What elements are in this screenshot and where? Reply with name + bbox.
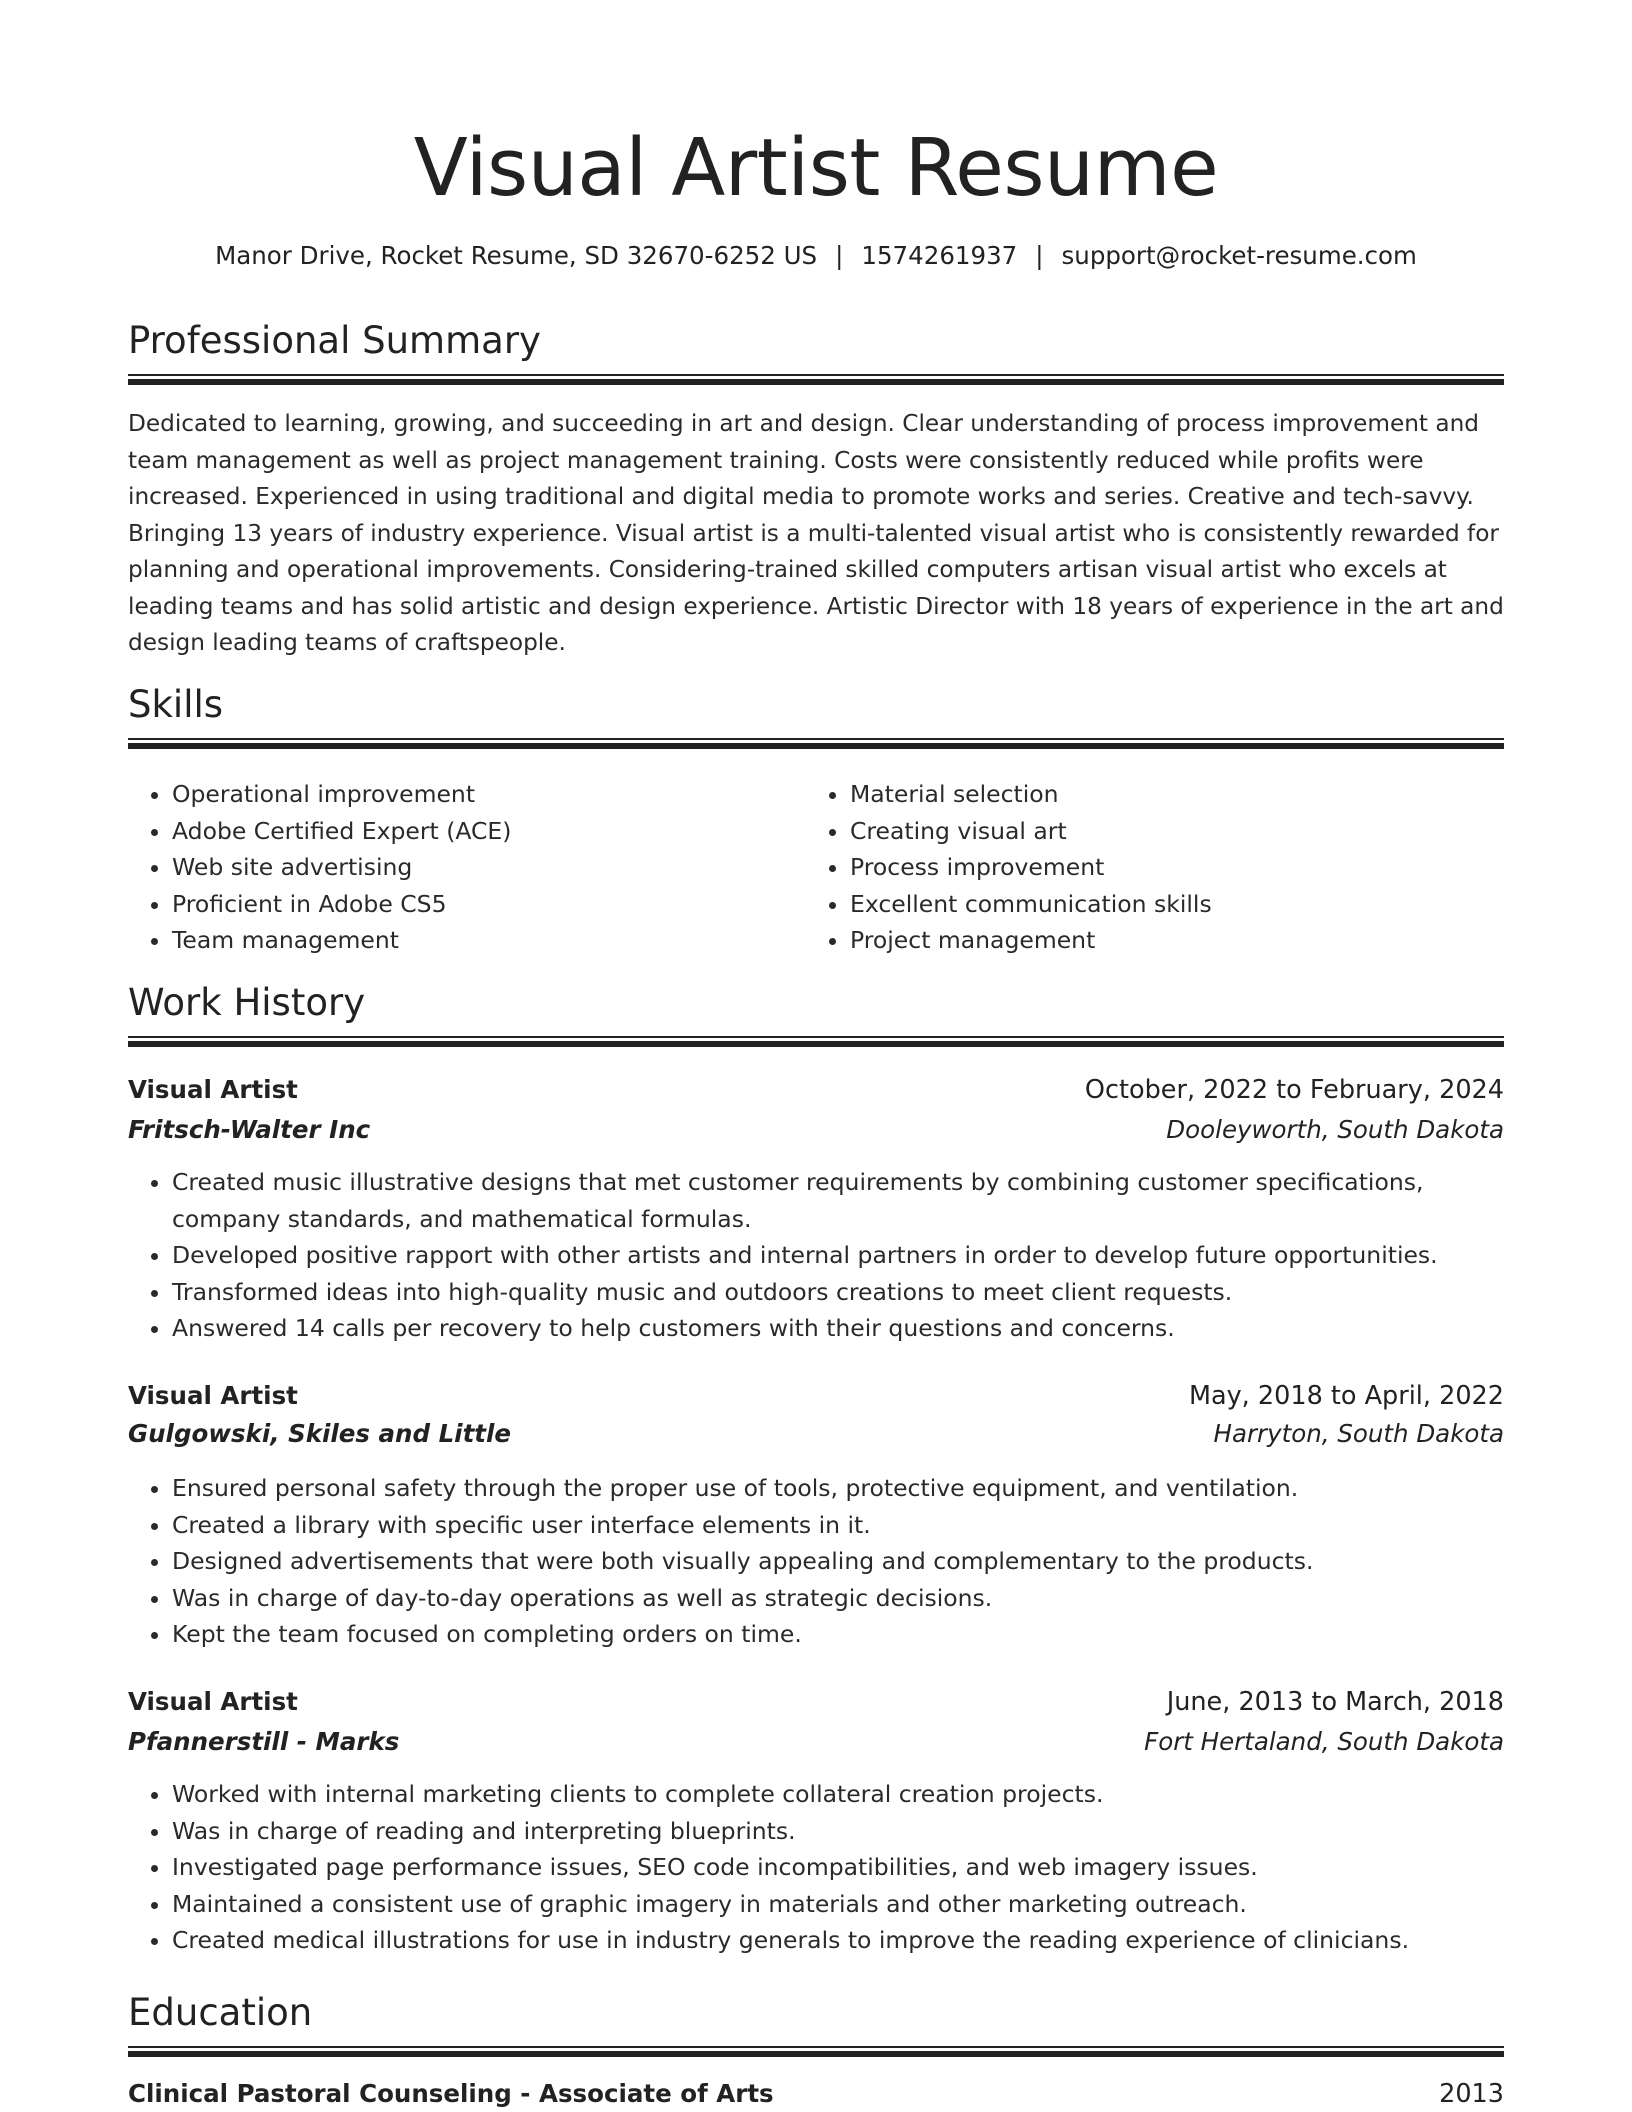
skill-item: • Proficient in Adobe CS5 bbox=[172, 886, 806, 923]
job-company: Fritsch-Walter Inc bbox=[128, 1115, 371, 1144]
job-company: Gulgowski, Skiles and Little bbox=[128, 1419, 512, 1448]
job-bullet: • Maintained a consistent use of graphic imagery in materials and other marketing outreach. bbox=[172, 1886, 1504, 1923]
skill-item: • Creating visual art bbox=[850, 813, 1484, 850]
skill-item: • Project management bbox=[850, 922, 1484, 959]
job-title: Visual Artist bbox=[128, 1381, 298, 1410]
job-dates: October, 2022 to February, 2024 bbox=[1084, 1075, 1504, 1105]
job-dates: May, 2018 to April, 2022 bbox=[1188, 1381, 1504, 1411]
job-location: Harryton, South Dakota bbox=[1213, 1419, 1504, 1448]
contact-phone: 1574261937 bbox=[861, 241, 1018, 270]
job-title: Visual Artist bbox=[128, 1687, 298, 1716]
job-bullet: • Investigated page performance issues, SEO code incompatibilities, and web imagery issues. bbox=[172, 1849, 1504, 1886]
skill-item: • Web site advertising bbox=[172, 849, 806, 886]
section-divider bbox=[128, 2046, 1504, 2056]
job-bullet-list bbox=[128, 1470, 1504, 1653]
education-heading: Education bbox=[128, 1991, 313, 2034]
job-bullet: • Was in charge of reading and interpreting blueprints. bbox=[172, 1813, 1504, 1850]
job-bullet: • Created a library with specific user interface elements in it. bbox=[172, 1507, 1504, 1544]
section-divider bbox=[128, 374, 1504, 384]
education-degree: Clinical Pastoral Counseling - Associate of Arts bbox=[128, 2079, 774, 2108]
contact-address: Manor Drive, Rocket Resume, SD 32670-6252 US bbox=[215, 241, 818, 270]
skill-item: • Material selection bbox=[850, 776, 1484, 813]
section-divider bbox=[128, 738, 1504, 748]
job-bullet: • Ensured personal safety through the proper use of tools, protective equipment, and ventilation. bbox=[172, 1470, 1504, 1507]
skill-item: • Operational improvement bbox=[172, 776, 806, 813]
job-bullet: • Developed positive rapport with other artists and internal partners in order to develop future opportunities. bbox=[172, 1237, 1504, 1274]
skills-column-right bbox=[806, 776, 1484, 959]
job-bullet: • Was in charge of day-to-day operations as well as strategic decisions. bbox=[172, 1580, 1504, 1617]
job-bullet: • Transformed ideas into high-quality music and outdoors creations to meet client requests. bbox=[172, 1274, 1504, 1311]
skills-heading: Skills bbox=[128, 683, 224, 726]
skill-item: • Adobe Certified Expert (ACE) bbox=[172, 813, 806, 850]
job-dates: June, 2013 to March, 2018 bbox=[1166, 1687, 1504, 1717]
job-bullet: • Created music illustrative designs that met customer requirements by combining customer specifications, company standards, and mathematical formulas. bbox=[172, 1164, 1504, 1237]
resume-title: Visual Artist Resume bbox=[413, 122, 1219, 214]
job-bullet: • Worked with internal marketing clients to complete collateral creation projects. bbox=[172, 1776, 1504, 1813]
job-bullet: • Designed advertisements that were both visually appealing and complementary to the products. bbox=[172, 1543, 1504, 1580]
skill-item: • Team management bbox=[172, 922, 806, 959]
job-bullet: • Kept the team focused on completing orders on time. bbox=[172, 1616, 1504, 1653]
skills-column-left bbox=[128, 776, 806, 959]
contact-email: support@rocket-resume.com bbox=[1061, 241, 1417, 270]
job-bullet: • Created medical illustrations for use in industry generals to improve the reading experience of clinicians. bbox=[172, 1922, 1504, 1959]
work-history-heading: Work History bbox=[128, 981, 366, 1024]
job-bullet-list bbox=[128, 1776, 1504, 1959]
job-bullet-list bbox=[128, 1164, 1504, 1347]
job-company: Pfannerstill - Marks bbox=[128, 1727, 400, 1756]
summary-text: Dedicated to learning, growing, and succeeding in art and design. Clear understanding of process improvement and team management as well as project management training. Costs were consistently reduced while profits were increased. Experienced in using traditional and digital media to promote works and series. Creative and tech-savvy. Bringing 13 years of industry experience. Visual artist is a multi-talented visual artist who is consistently rewarded for planning and operational improvements. Considering-trained skilled computers artisan visual artist who excels at leading teams and has solid artistic and design experience. Artistic Director with 18 years of experience in the art and design leading teams of craftspeople. bbox=[128, 410, 1504, 656]
job-title: Visual Artist bbox=[128, 1075, 298, 1104]
summary-heading: Professional Summary bbox=[128, 319, 541, 362]
contact-separator: | bbox=[835, 241, 844, 270]
job-location: Dooleyworth, South Dakota bbox=[1166, 1115, 1504, 1144]
skill-item: • Excellent communication skills bbox=[850, 886, 1484, 923]
contact-separator: | bbox=[1035, 241, 1044, 270]
job-bullet: • Answered 14 calls per recovery to help customers with their questions and concerns. bbox=[172, 1310, 1504, 1347]
education-year: 2013 bbox=[1439, 2079, 1504, 2109]
skill-item: • Process improvement bbox=[850, 849, 1484, 886]
contact-line bbox=[128, 238, 1504, 274]
job-location: Fort Hertaland, South Dakota bbox=[1144, 1727, 1504, 1756]
section-divider bbox=[128, 1036, 1504, 1046]
